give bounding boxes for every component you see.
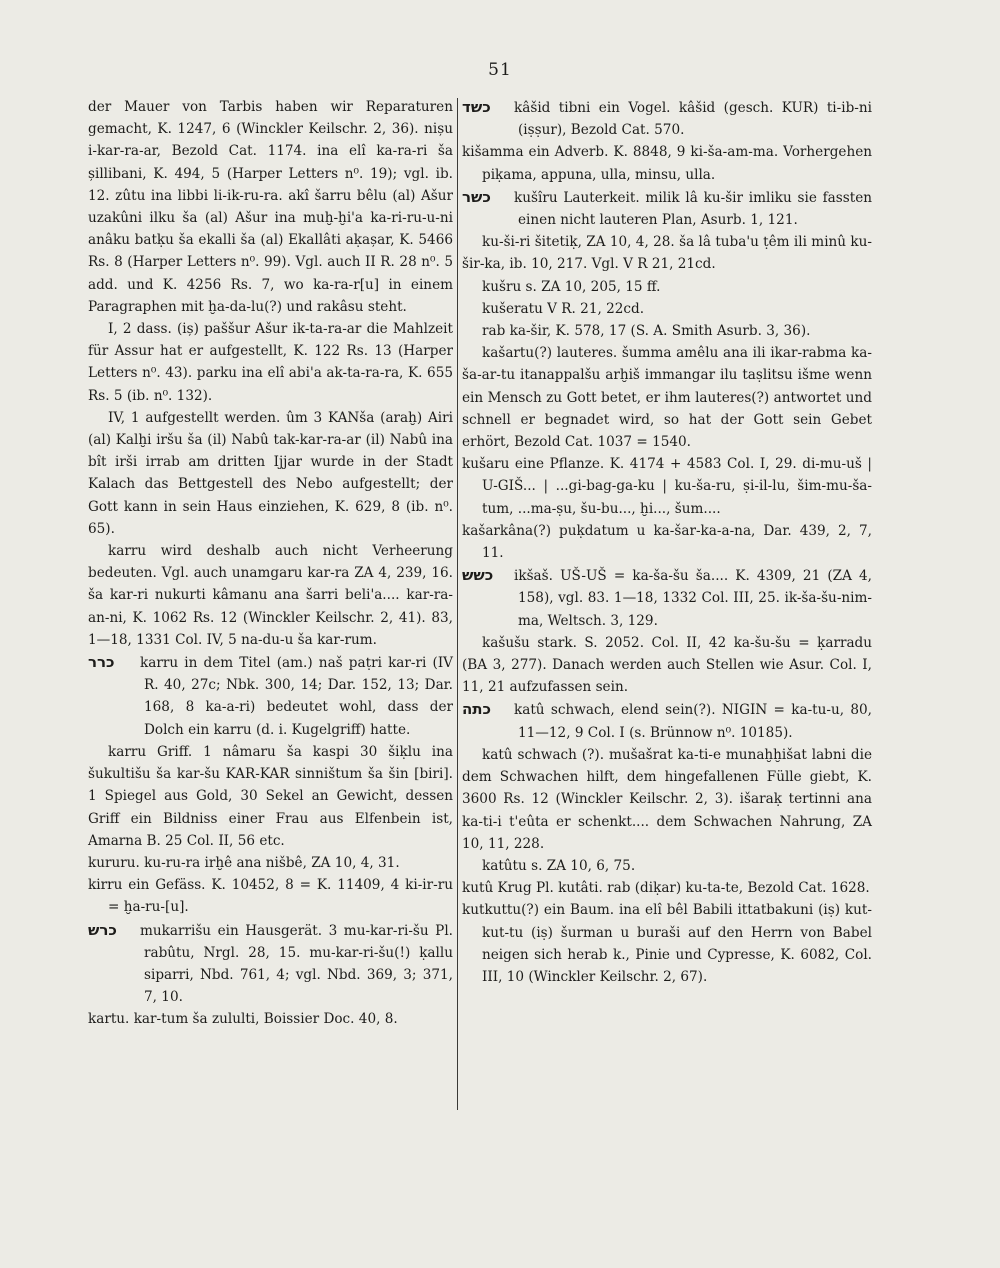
entry-text: kirru ein Gefäss. K. 10452, 8 = K. 11409, 4 ki-ir-ru = ḫa-ru-[u]. (88, 877, 453, 916)
hebrew-root-label: כשד (462, 98, 491, 116)
entry-paragraph (462, 744, 872, 855)
entry-text: karru in dem Titel (am.) naš paṭri kar-ri (IV R. 40, 27c; Nbk. 300, 14; Dar. 152, 13; Dar. 168, 8 ka-a-ri) bedeutet wohl, dass der Dolch ein karru (d. i. Kugelgriff) hatte. (140, 655, 453, 738)
entry-paragraph (88, 874, 453, 918)
entry-paragraph (88, 852, 453, 874)
entry-text: kušîru Lauterkeit. milik lâ ku-šir imliku sie fassten einen nicht lauteren Plan, Asurb. 1, 121. (514, 189, 872, 229)
entry-text: kururu. ku-ru-ra irḫê ana nišbê, ZA 10, 4, 31. (88, 854, 400, 871)
entry-text: kašušu stark. S. 2052. Col. II, 42 ka-šu-šu = ḳarradu (BA 3, 277). Danach werden auch Stellen wie Asur. Col. I, 11, 21 aufzufassen sein. (462, 634, 872, 696)
hebrew-root-label: כשש (462, 566, 494, 585)
entry-text: kâšid tibni ein Vogel. kâšid (gesch. KUR) ti-ib-ni (iṣṣur), Bezold Cat. 570. (514, 100, 872, 139)
entry-text: kušeratu V R. 21, 22cd. (482, 300, 645, 317)
entry-text: I, 2 dass. (iș) paššur Ašur ik-ta-ra-ar die Mahlzeit für Assur hat er aufgestellt, K. 122 Rs. 13 (Harper Letters n⁰. 43). parku ina elî abi'a ak-ta-ra-ra, K. 655 Rs. 5 (ib. n⁰. 132). (88, 321, 453, 404)
entry-text: kutkuttu(?) ein Baum. ina elî bêl Babili ittatbakuni (iṣ) kut-kut-tu (iṣ) šurman u buraši auf den Herrn von Babel neigen sich herab k., Pinie und Cypresse, K. 6082, Col. III, 10 (Winckler Keilschr. 2, 67). (462, 902, 872, 985)
column-divider (457, 98, 458, 1110)
entry-paragraph (462, 564, 872, 632)
hebrew-root-label: כתה (462, 700, 492, 719)
entry-text: ku-ši-ri šitetiḳ, ZA 10, 4, 28. ša lâ tuba'u ṭêm ili minû ku-šir-ka, ib. 10, 217. Vgl. V R 21, 21cd. (462, 234, 872, 273)
entry-paragraph (462, 698, 872, 743)
entry-paragraph (462, 320, 872, 342)
entry-text: karru wird deshalb auch nicht Verheerung bedeuten. Vgl. auch unamgaru kar-ra ZA 4, 239, 16. ša kar-ri nukurti kâmanu ana šarri beli'a.... kar-ra-an-ni, K. 1062 Rs. 12 (Winckler Keilschr. 2, 41). 83, 1—18, 1331 Col. IV, 5 na-du-u ša kar-rum. (88, 543, 453, 648)
entry-paragraph (88, 96, 453, 318)
left-column (88, 96, 453, 1031)
entry-text: kušaru eine Pflanze. K. 4174 + 4583 Col. I, 29. di-mu-uš | U-GIŠ... | ...gi-bag-ga-ku | ku-ša-ru, ṣi-il-lu, šim-mu-ša-tum, ...ma-ṣu, šu-bu..., ḫi..., šum.... (462, 456, 872, 517)
entry-paragraph (462, 96, 872, 141)
page-number: 51 (488, 60, 512, 80)
hebrew-root-label: כרש (88, 920, 117, 939)
entry-text: kišamma ein Adverb. K. 8848, 9 ki-ša-am-ma. Vorhergehen piḳama, appuna, ulla, minsu, ulla. (462, 144, 872, 183)
entry-paragraph (462, 855, 872, 877)
entry-paragraph (88, 919, 453, 1009)
entry-text: karru Griff. 1 nâmaru ša kaspi 30 šiḳlu ina šukultišu ša kar-šu KAR-KAR sinništum ša šin [biri]. 1 Spiegel aus Gold, 30 Sekel an Gewicht, dessen Griff ein Bildniss einer Frau aus Elfenbein ist, Amarna B. 25 Col. II, 56 etc. (88, 743, 453, 849)
entry-text: kašartu(?) lauteres. šumma amêlu ana ili ikar-rabma ka-ša-ar-tu itanappalšu arḫiš immangar ilu taṣlitsu išme wenn ein Mensch zu Gott betet, er ihm lauteres(?) antwortet und schnell er begnadet wird, so hat der Gott sein Gebet erhört, Bezold Cat. 1037 = 1540. (462, 345, 872, 451)
entry-text: katûtu s. ZA 10, 6, 75. (482, 857, 636, 874)
entry-paragraph (462, 453, 872, 520)
entry-text: mukarrišu ein Hausgerät. 3 mu-kar-ri-šu Pl. rabûtu, Nrgl. 28, 15. mu-kar-ri-šu(!) ḳallu siparri, Nbd. 761, 4; vgl. Nbd. 369, 3; 371, 7, 10. (140, 922, 453, 1006)
entry-text: katû schwach, elend sein(?). NIGIN = ka-tu-u, 80, 11—12, 9 Col. I (s. Brünnow n⁰. 10185). (514, 702, 872, 741)
entry-paragraph (88, 540, 453, 651)
entry-text: kušru s. ZA 10, 205, 15 ff. (482, 278, 661, 295)
entry-text: kartu. kar-tum ša zululti, Boissier Doc. 40, 8. (88, 1011, 398, 1028)
entry-text: rab ka-šir, K. 578, 17 (S. A. Smith Asurb. 3, 36). (482, 323, 811, 340)
entry-paragraph (88, 741, 453, 852)
hebrew-root-label: כשר (462, 187, 491, 206)
entry-paragraph (462, 186, 872, 231)
entry-text: der Mauer von Tarbis haben wir Reparaturen gemacht, K. 1247, 6 (Winckler Keilschr. 2, 36). nișu i-kar-ra-ar, Bezold Cat. 1174. ina elî ka-ra-ri ša șillibani, K. 494, 5 (Harper Letters n⁰. 19); vgl. ib. 12. zûtu ina libbi li-ik-ru-ra. akî šarru bêlu (al) Ašur uzakûni ilku ša (al) Ašur ina muḫ-ḫi'a ka-ri-ru-u-ni anâku batḳu ša ekalli ša (al) Ekallâti aḳașar, K. 5466 Rs. 8 (Harper Letters n⁰. 99). Vgl. auch II R. 28 n⁰. 5 add. und K. 4256 Rs. 7, wo ka-ra-r[u] in einem Paragraphen mit ḫa-da-lu(?) und rakâsu steht. (88, 99, 453, 315)
entry-paragraph (462, 632, 872, 699)
entry-paragraph (462, 231, 872, 275)
entry-paragraph (88, 651, 453, 741)
entry-paragraph (462, 877, 872, 899)
entry-paragraph (462, 520, 872, 564)
entry-paragraph (88, 318, 453, 407)
entry-text: kutû Krug Pl. kutâti. rab (diḳar) ku-ta-te, Bezold Cat. 1628. (462, 880, 870, 897)
entry-text: kašarkâna(?) puḳdatum u ka-šar-ka-a-na, Dar. 439, 2, 7, 11. (462, 522, 872, 562)
entry-paragraph (462, 276, 872, 298)
entry-paragraph (462, 342, 872, 453)
entry-text: ikšaš. UŠ-UŠ = ka-ša-šu ša.... K. 4309, 21 (ZA 4, 158), vgl. 83. 1—18, 1332 Col. III, 25. ik-ša-šu-nim-ma, Weltsch. 3, 129. (514, 568, 872, 629)
entry-paragraph (462, 298, 872, 320)
entry-paragraph (88, 1008, 453, 1030)
entry-paragraph (462, 899, 872, 988)
entry-paragraph (462, 141, 872, 185)
right-column (462, 96, 872, 988)
entry-text: IV, 1 aufgestellt werden. ûm 3 KANša (araḫ) Airi (al) Kalḫi iršu ša (il) Nabû tak-kar-ra-ar (il) Nabû ina bît irši irrab am dritten Ijjar wurde in der Stadt Kalach das Bettgestell des Nebo aufgestellt; der Gott kann in sein Haus einziehen, K. 629, 8 (ib. n⁰. 65). (88, 409, 453, 537)
entry-paragraph (88, 407, 453, 540)
entry-text: katû schwach (?). mušašrat ka-ti-e munaḫḫišat labni die dem Schwachen hilft, dem hingefallenen Fülle giebt, K. 3600 Rs. 12 (Winckler Keilschr. 2, 3). išaraḳ tertinni ana ka-ti-i t'eûta er schenkt.... dem Schwachen Nahrung, ZA 10, 11, 228. (462, 746, 872, 852)
hebrew-root-label: כרר (88, 653, 115, 672)
